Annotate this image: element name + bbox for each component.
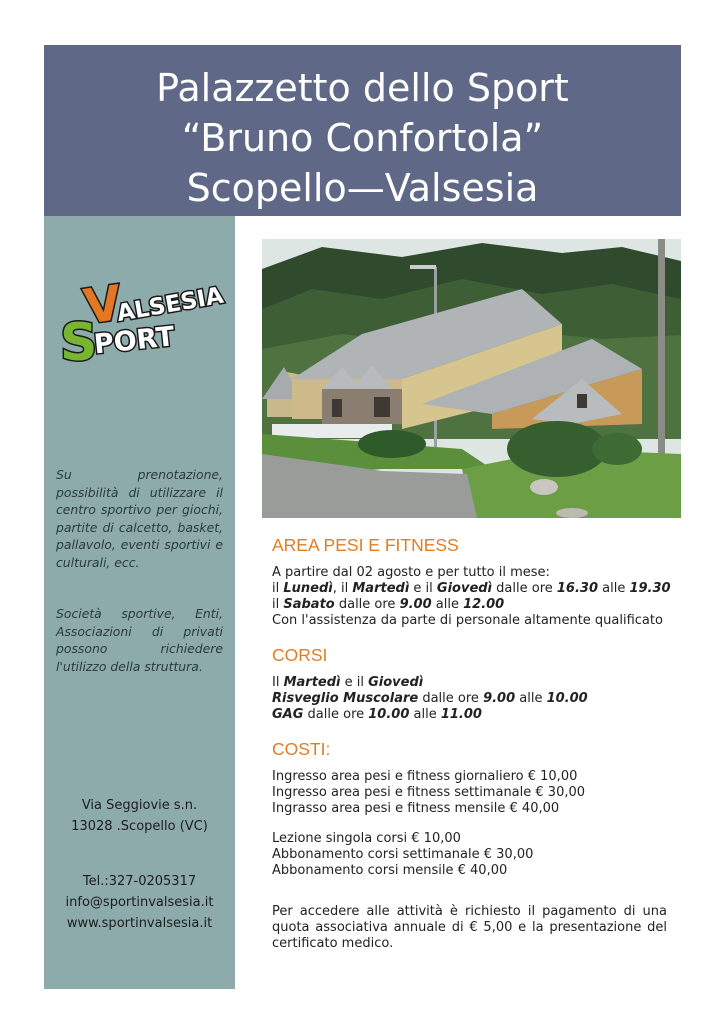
text-span: dalle ore [418,691,484,706]
text-span: alle [598,581,630,596]
membership-note: Per accedere alle attività è richiesto il pagamento di una quota associativa annuale di € 5,00 e la presentazione del certificato medico. [272,904,667,951]
title-line-2: “Bruno Confortola” [181,116,544,160]
section-title-corsi: CORSI [272,645,328,665]
time-end: 10.00 [546,691,588,706]
text-span: il [272,581,284,596]
sidebar [44,216,235,989]
price-line: Ingresso area pesi e fitness giornaliero € 10,00 [272,769,578,784]
time-end: 12.00 [463,597,505,612]
text-span: e il [340,675,369,690]
section-title-costi: COSTI: [272,739,331,759]
title-line-3: Scopello—Valsesia [186,166,539,210]
course-name: GAG [272,707,304,722]
associations-info: Società sportive, Enti, Associazioni di privati possono richiedere l'utilizzo della struttura. [56,606,223,674]
phone: Tel.:327-0205317 [82,874,197,889]
time-start: 9.00 [399,597,432,612]
day-thursday: Giovedì [436,581,493,596]
day-monday: Lunedì [283,581,333,596]
price-line: Abbonamento corsi mensile € 40,00 [272,863,508,878]
page-header [44,45,681,216]
time-start: 9.00 [483,691,516,706]
text-span: alle [515,691,547,706]
area-line-2 [272,581,671,597]
time-start: 16.30 [556,581,599,596]
text-span: alle [431,597,464,612]
text-span: , il [332,581,353,596]
address-block [44,795,235,837]
corsi-line-2 [272,691,667,707]
area-line-3 [272,597,667,613]
logo-word-alsesia: ALSESIA [114,282,226,328]
text-span: il [272,597,284,612]
text-span: dalle ore [303,707,369,722]
email-link[interactable]: info@sportinvalsesia.it [65,895,214,910]
area-line-4: Con l'assistenza da parte di personale altamente qualificato [272,613,663,628]
price-line: Ingrasso area pesi e fitness mensile € 40,00 [272,801,560,816]
text-span: e il [409,581,437,596]
address-street: Via Seggiovie s.n. [81,798,198,813]
course-name: Risveglio Muscolare [272,691,419,706]
logo-word-port: PORT [92,321,177,361]
logo-letter-s: S [60,313,98,364]
main-content [272,533,671,952]
day-tuesday: Martedì [283,675,341,690]
sports-hall-photo [262,239,681,518]
corsi-line-3 [272,707,667,723]
time-end: 11.00 [440,707,482,722]
time-start: 10.00 [368,707,410,722]
logo-letter-v: V [80,275,126,336]
text-span: dalle ore [334,597,400,612]
website-link[interactable]: www.sportinvalsesia.it [66,916,213,931]
title-line-1: Palazzetto dello Sport [156,66,569,110]
contact-block [44,871,235,934]
day-thursday: Giovedì [368,675,424,690]
section-title-area: AREA PESI E FITNESS [272,535,459,555]
text-span: Il [272,675,284,690]
corsi-line-1 [272,675,667,691]
valsesia-sport-logo [58,264,228,364]
price-line: Lezione singola corsi € 10,00 [272,831,461,846]
area-line-1: A partire dal 02 agosto e per tutto il mese: [272,565,550,580]
booking-info: Su prenotazione, possibilità di utilizzare il centro sportivo per giochi, partite di calcetto, basket, pallavolo, eventi sportivi e culturali, ecc. [56,467,223,570]
text-span: dalle ore [492,581,557,596]
address-city: 13028 .Scopello (VC) [71,819,208,834]
text-span: alle [409,707,441,722]
price-line: Ingresso area pesi e fitness settimanale € 30,00 [272,785,586,800]
day-saturday: Sabato [283,597,335,612]
price-line: Abbonamento corsi settimanale € 30,00 [272,847,534,862]
day-tuesday: Martedì [352,581,410,596]
time-end: 19.30 [629,581,671,596]
